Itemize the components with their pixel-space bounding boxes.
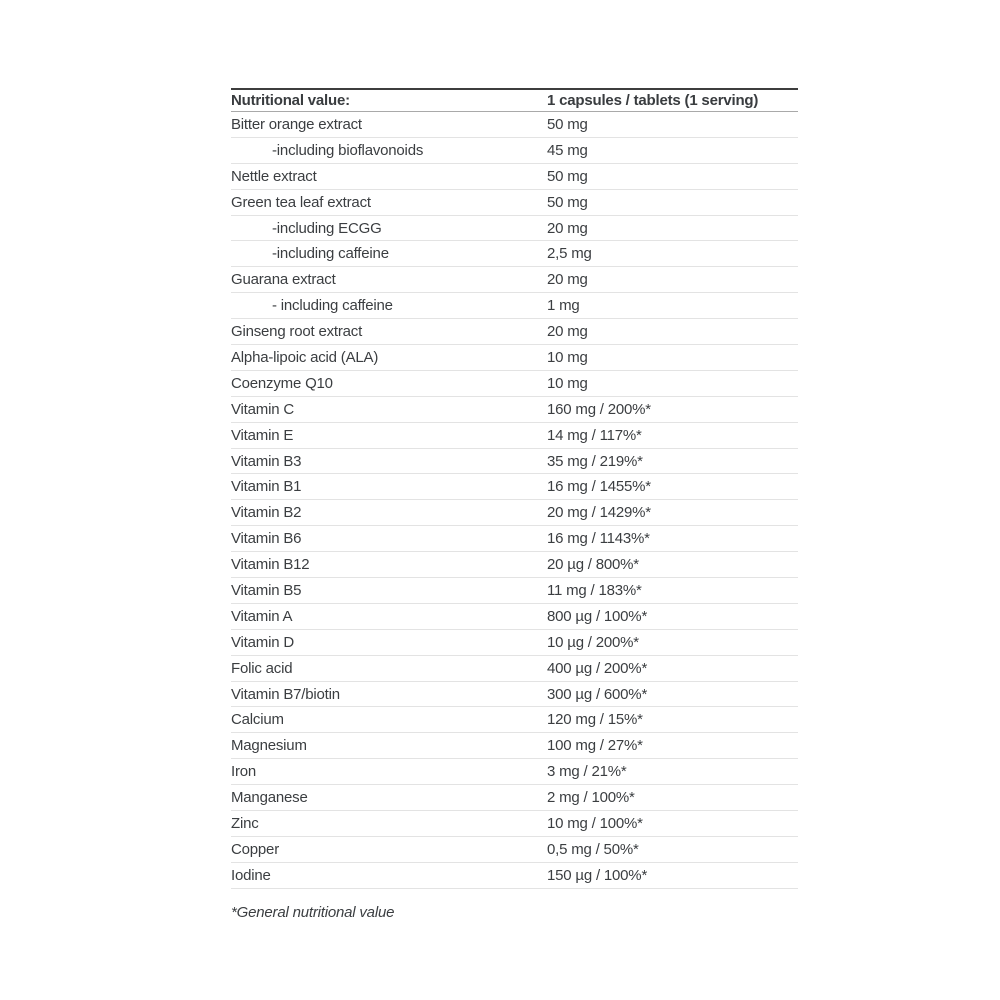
row-value: 11 mg / 183%* bbox=[547, 581, 642, 599]
row-value: 16 mg / 1455%* bbox=[547, 478, 651, 496]
row-label: Vitamin A bbox=[231, 607, 293, 625]
header-serving-label: 1 capsules / tablets (1 serving) bbox=[547, 92, 759, 109]
table-row bbox=[231, 397, 798, 423]
row-value: 14 mg / 117%* bbox=[547, 426, 642, 444]
row-label: Vitamin B5 bbox=[231, 581, 302, 599]
table-row bbox=[231, 837, 798, 863]
row-label: Vitamin B7/biotin bbox=[231, 685, 340, 703]
row-label: Folic acid bbox=[231, 659, 293, 677]
row-label: Coenzyme Q10 bbox=[231, 374, 333, 392]
row-label: Copper bbox=[231, 840, 279, 858]
header-label: Nutritional value: bbox=[231, 92, 350, 109]
nutrition-table bbox=[231, 88, 798, 889]
table-row bbox=[231, 526, 798, 552]
row-value: 35 mg / 219%* bbox=[547, 452, 643, 470]
table-row bbox=[231, 500, 798, 526]
table-row bbox=[231, 682, 798, 708]
row-label: Iron bbox=[231, 763, 257, 781]
table-row bbox=[231, 267, 798, 293]
footnote-general-nutritional-value: *General nutritional value bbox=[231, 904, 395, 921]
table-row bbox=[231, 371, 798, 397]
row-value: 10 mg / 100%* bbox=[547, 814, 643, 832]
row-label: -including ECGG bbox=[272, 219, 382, 237]
row-label: Vitamin B2 bbox=[231, 504, 302, 522]
row-value: 10 µg / 200%* bbox=[547, 633, 639, 651]
row-label: Alpha-lipoic acid (ALA) bbox=[231, 348, 379, 366]
row-value: 10 mg bbox=[547, 374, 588, 392]
row-value: 1 mg bbox=[547, 297, 580, 315]
row-value: 20 mg bbox=[547, 219, 588, 237]
table-row bbox=[231, 112, 798, 138]
row-value: 50 mg bbox=[547, 115, 588, 133]
row-value: 16 mg / 1143%* bbox=[547, 530, 650, 548]
table-row bbox=[231, 578, 798, 604]
row-label: Manganese bbox=[231, 789, 308, 807]
row-label: Vitamin B12 bbox=[231, 556, 310, 574]
row-label: Iodine bbox=[231, 866, 271, 884]
row-value: 160 mg / 200%* bbox=[547, 400, 651, 418]
row-value: 20 mg bbox=[547, 271, 588, 289]
table-row bbox=[231, 474, 798, 500]
row-value: 3 mg / 21%* bbox=[547, 763, 627, 781]
table-row bbox=[231, 423, 798, 449]
row-value: 800 µg / 100%* bbox=[547, 607, 648, 625]
row-label: Vitamin B6 bbox=[231, 530, 302, 548]
row-label: - including caffeine bbox=[272, 297, 393, 315]
row-value: 300 µg / 600%* bbox=[547, 685, 648, 703]
row-value: 20 mg bbox=[547, 323, 588, 341]
table-row bbox=[231, 630, 798, 656]
row-value: 20 µg / 800%* bbox=[547, 556, 639, 574]
row-label: -including bioflavonoids bbox=[272, 141, 424, 159]
row-label: Bitter orange extract bbox=[231, 115, 362, 133]
row-label: Vitamin B3 bbox=[231, 452, 302, 470]
row-value: 100 mg / 27%* bbox=[547, 737, 643, 755]
row-label: Ginseng root extract bbox=[231, 323, 363, 341]
table-row bbox=[231, 759, 798, 785]
row-value: 150 µg / 100%* bbox=[547, 866, 648, 884]
row-value: 120 mg / 15%* bbox=[547, 711, 643, 729]
row-value: 50 mg bbox=[547, 193, 588, 211]
row-label: -including caffeine bbox=[272, 245, 389, 263]
row-value: 50 mg bbox=[547, 167, 588, 185]
table-row bbox=[231, 863, 798, 889]
table-header-row bbox=[231, 90, 798, 112]
row-value: 20 mg / 1429%* bbox=[547, 504, 651, 522]
row-value: 2,5 mg bbox=[547, 245, 592, 263]
row-label: Guarana extract bbox=[231, 271, 336, 289]
table-row bbox=[231, 707, 798, 733]
table-row bbox=[231, 216, 798, 242]
row-label: Zinc bbox=[231, 814, 259, 832]
table-row bbox=[231, 345, 798, 371]
table-row bbox=[231, 733, 798, 759]
row-label: Vitamin D bbox=[231, 633, 294, 651]
table-row bbox=[231, 449, 798, 475]
row-value: 45 mg bbox=[547, 141, 588, 159]
table-row bbox=[231, 319, 798, 345]
row-value: 2 mg / 100%* bbox=[547, 789, 635, 807]
row-label: Vitamin B1 bbox=[231, 478, 302, 496]
row-value: 400 µg / 200%* bbox=[547, 659, 648, 677]
row-label: Vitamin E bbox=[231, 426, 294, 444]
row-label: Green tea leaf extract bbox=[231, 193, 371, 211]
table-row bbox=[231, 552, 798, 578]
row-label: Nettle extract bbox=[231, 167, 317, 185]
table-row bbox=[231, 604, 798, 630]
table-row bbox=[231, 811, 798, 837]
table-row bbox=[231, 164, 798, 190]
row-label: Magnesium bbox=[231, 737, 307, 755]
table-body bbox=[231, 112, 798, 889]
row-label: Vitamin C bbox=[231, 400, 294, 418]
table-row bbox=[231, 138, 798, 164]
row-label: Calcium bbox=[231, 711, 284, 729]
row-value: 10 mg bbox=[547, 348, 588, 366]
table-row bbox=[231, 656, 798, 682]
table-row bbox=[231, 241, 798, 267]
table-row bbox=[231, 293, 798, 319]
table-row bbox=[231, 190, 798, 216]
table-row bbox=[231, 785, 798, 811]
row-value: 0,5 mg / 50%* bbox=[547, 840, 639, 858]
